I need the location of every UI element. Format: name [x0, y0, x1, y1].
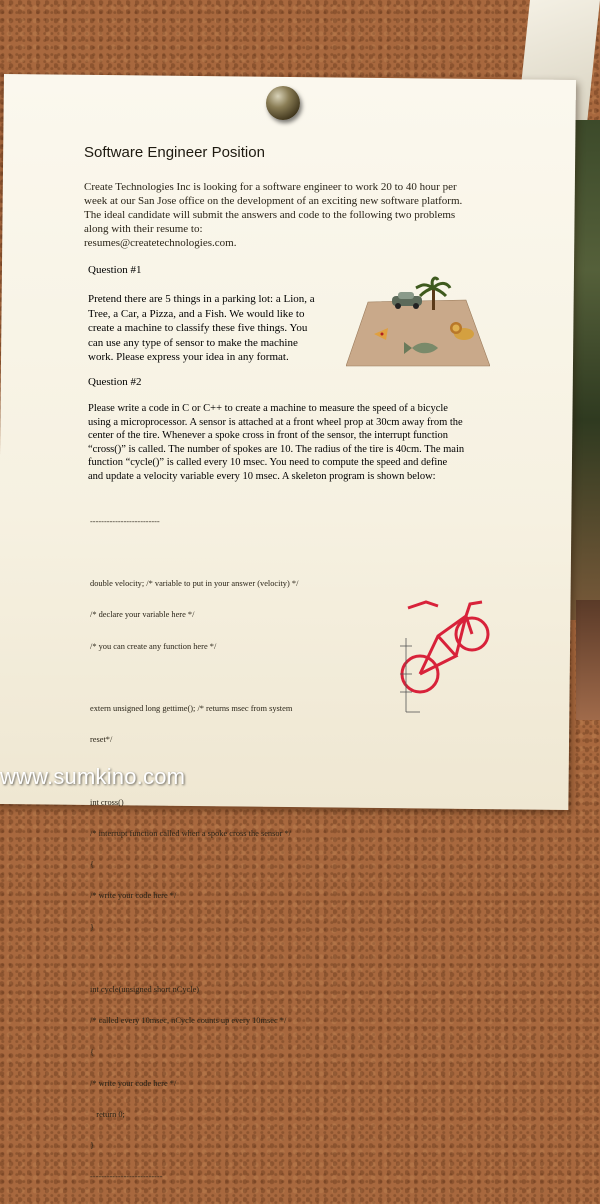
- question-2-line: Please write a code in C or C++ to create a machine to measure the speed of a bicycle: [88, 403, 448, 414]
- question-2-line: and update a velocity variable every 10 msec. A skeleton program is shown below:: [88, 470, 436, 482]
- code-line: reset*/: [90, 735, 113, 745]
- contact-email: resumes@createtechnologies.com.: [84, 237, 237, 249]
- code-line: extern unsigned long gettime(); /* returns msec from system: [90, 704, 293, 714]
- code-line: /* called every 10msec, nCycle counts up every 10msec */: [90, 1016, 287, 1026]
- code-line: /* write your code here */: [90, 1078, 177, 1088]
- question-2-line: using a microprocessor. A sensor is attached at a front wheel prop at 30cm away from the: [88, 416, 463, 428]
- intro-paragraph: [84, 180, 524, 250]
- code-line: [90, 673, 390, 683]
- parking-lot-illustration: [346, 276, 490, 368]
- question-1-heading: Question #1: [88, 264, 142, 276]
- code-line: return 0;: [90, 1109, 125, 1119]
- question-1-body: [88, 292, 348, 365]
- code-line: }: [90, 922, 95, 932]
- code-line: int cross(): [90, 797, 124, 807]
- question-2-line: “cross()” is called. The number of spokes are 10. The radius of the tire is 40cm. The main: [88, 443, 465, 455]
- code-line: [90, 954, 390, 964]
- page-title: Software Engineer Position: [84, 144, 265, 161]
- intro-line: week at our San Jose office on the development of an exciting new software platform.: [84, 195, 463, 207]
- code-line: {: [90, 860, 95, 870]
- code-line: /* you can create any function here */: [90, 641, 217, 651]
- question-1-line: create a machine to classify these five things. You: [88, 322, 308, 334]
- question-2-line: function “cycle()” is called every 10 msec. You need to compute the speed and define: [88, 457, 448, 469]
- question-1-line: Pretend there are 5 things in a parking lot: a Lion, a: [88, 293, 315, 305]
- question-1-line: work. Please express your idea in any format.: [88, 351, 289, 363]
- question-2-heading: Question #2: [88, 376, 142, 388]
- thumbtack-icon: [266, 86, 300, 120]
- code-line: --------------------------: [90, 1172, 163, 1182]
- code-line: -------------------------: [90, 516, 160, 526]
- code-line: /* interrupt function called when a spoke cross the sensor */: [90, 829, 291, 838]
- intro-line: The ideal candidate will submit the answers and code to the following two problems: [84, 209, 456, 221]
- question-1-line: can use any type of sensor to make the machine: [88, 336, 298, 349]
- question-2-body: [88, 402, 508, 484]
- code-line: }: [90, 1141, 95, 1151]
- code-line: int cycle(unsigned short nCycle): [90, 985, 200, 995]
- code-line: {: [90, 1047, 95, 1057]
- bicycle-illustration: [386, 586, 496, 716]
- code-skeleton: [90, 496, 390, 1204]
- bicycle-icon: [402, 602, 488, 692]
- watermark: www.sumkino.com: [0, 764, 186, 789]
- intro-line: along with their resume to:: [84, 223, 203, 235]
- code-line: double velocity; /* variable to put in your answer (velocity) */: [90, 579, 299, 589]
- background-card-edge: [576, 600, 600, 720]
- code-line: /* write your code here */: [90, 891, 177, 901]
- question-1-line: Tree, a Car, a Pizza, and a Fish. We would like to: [88, 307, 305, 320]
- code-line: /* declare your variable here */: [90, 610, 195, 620]
- question-2-line: center of the tire. Whenever a spoke cross in front of the sensor, the interrupt function: [88, 430, 449, 442]
- intro-line: Create Technologies Inc is looking for a software engineer to work 20 to 40 hour per: [84, 181, 457, 193]
- code-line: [90, 548, 390, 558]
